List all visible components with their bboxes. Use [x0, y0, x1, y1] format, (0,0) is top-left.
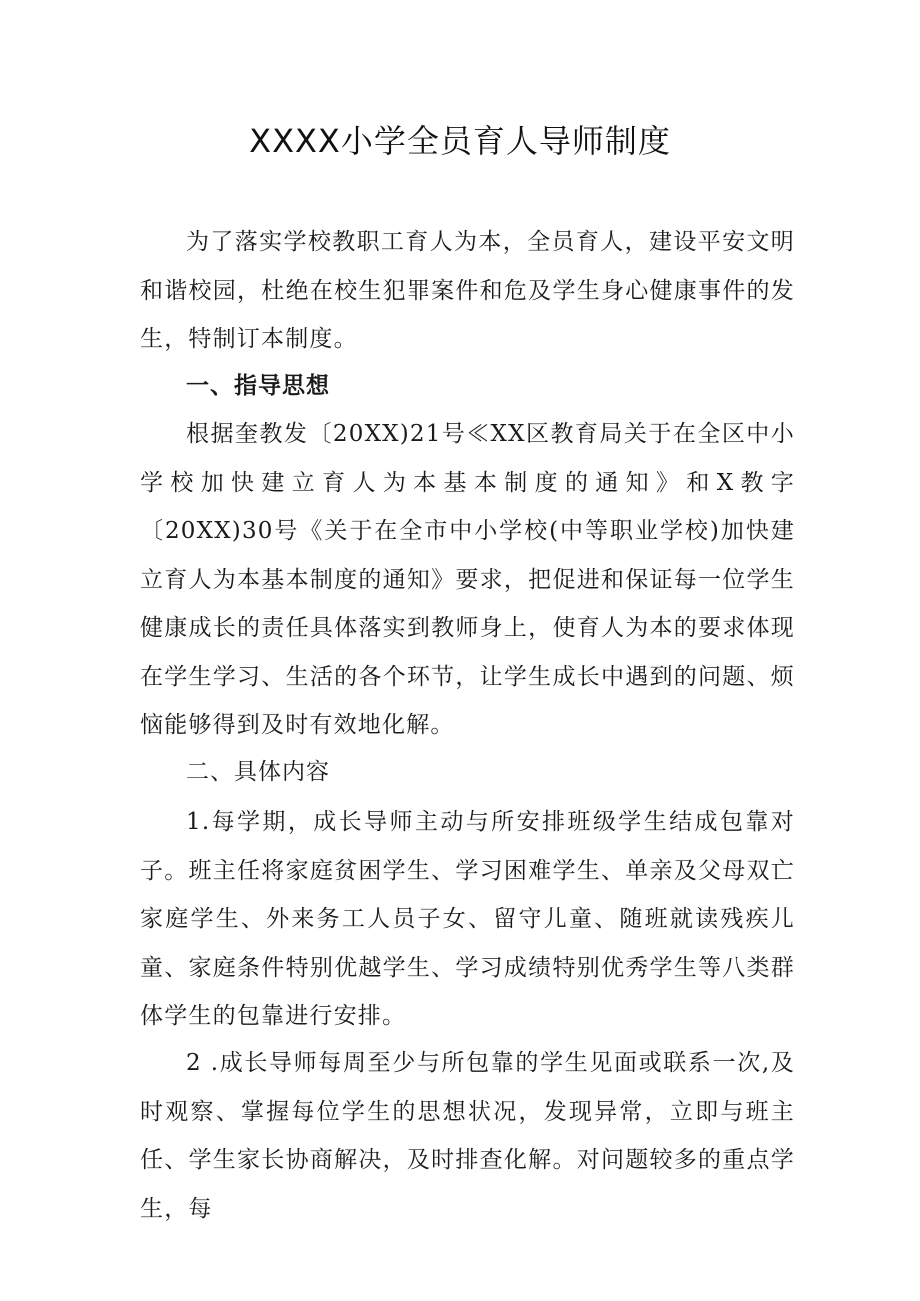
intro-paragraph: 为了落实学校教职工育人为本，全员育人，建设平安文明和谐校园，杜绝在校生犯罪案件和危及学生身心健康事件的发生，特制订本制度。: [140, 229, 795, 352]
section-heading-guiding-ideology: 一、指导思想: [186, 373, 330, 399]
content-item-2: 2 .成长导师每周至少与所包靠的学生见面或联系一次,及时观察、掌握每位学生的思想状况，发现异常，立即与班主任、学生家长协商解决，及时排查化解。对问题较多的重点学生，每: [140, 1050, 795, 1222]
document-title: XXXX小学全员育人导师制度: [249, 122, 671, 160]
content-item-1: 1.每学期，成长导师主动与所安排班级学生结成包靠对子。班主任将家庭贫困学生、学习困难学生、单亲及父母双亡家庭学生、外来务工人员子女、留守儿童、随班就读残疾儿童、家庭条件特别优越学生、学习成绩特别优秀学生等八类群体学生的包靠进行安排。: [140, 809, 795, 1029]
guiding-ideology-paragraph: 根据奎教发〔20XX)21号≪XX区教育局关于在全区中小学校加快建立育人为本基本制度的通知》和X教字〔20XX)30号《关于在全市中小学校(中等职业学校)加快建立育人为本基本制度的通知》要求，把促进和保证每一位学生健康成长的责任具体落实到教师身上，使育人为本的要求体现在学生学习、生活的各个环节，让学生成长中遇到的问题、烦恼能够得到及时有效地化解。: [140, 421, 795, 738]
section-heading-specific-content: 二、具体内容: [186, 759, 330, 785]
